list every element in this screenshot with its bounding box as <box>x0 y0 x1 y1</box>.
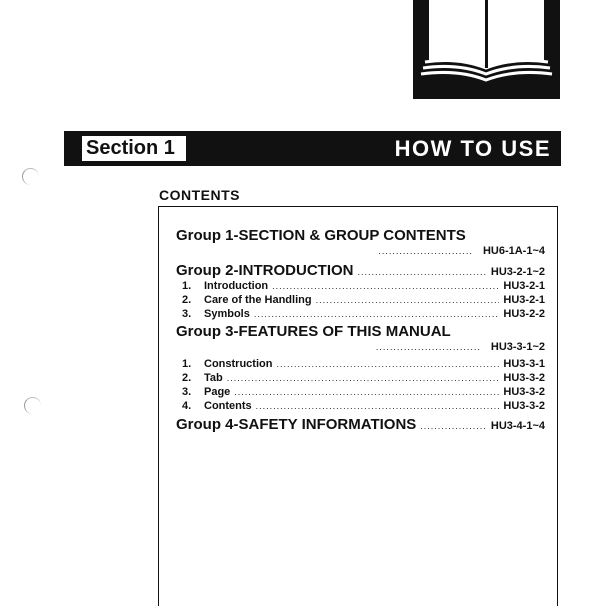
item-page: HU3-2-1 <box>503 294 545 306</box>
item-label: Symbols <box>204 308 250 320</box>
item-number: 3. <box>182 386 192 398</box>
leader-dots <box>227 371 500 385</box>
item-number: 3. <box>182 308 192 320</box>
leader-dots <box>272 279 499 293</box>
leader-dots <box>420 416 487 436</box>
contents-box <box>158 206 558 606</box>
list-item <box>176 307 545 321</box>
item-label: Page <box>204 386 231 398</box>
list-item <box>176 371 545 385</box>
section-banner <box>64 131 561 166</box>
leader-dots <box>316 293 500 307</box>
group-4-page: HU3-4-1~4 <box>490 420 545 432</box>
scan-mark <box>24 397 41 414</box>
scan-mark <box>22 168 39 185</box>
list-item <box>176 357 545 371</box>
item-label: Contents <box>204 400 252 412</box>
list-item <box>176 293 545 307</box>
item-page: HU3-2-2 <box>503 308 545 320</box>
item-page: HU3-2-1 <box>503 280 545 292</box>
section-label: Section 1 <box>82 136 186 161</box>
list-item <box>176 279 545 293</box>
item-page: HU3-3-2 <box>503 372 545 384</box>
item-page: HU3-3-2 <box>503 400 545 412</box>
group-2-row <box>176 261 545 281</box>
list-item <box>176 385 545 399</box>
contents-heading: CONTENTS <box>159 187 240 203</box>
group-3-title: Group 3-FEATURES OF THIS MANUAL <box>176 323 451 340</box>
group-1-page: HU6-1A-1~4 <box>482 245 545 257</box>
leader-dots <box>234 385 499 399</box>
group-4-title: Group 4-SAFETY INFORMATIONS <box>176 416 417 433</box>
leader-dots <box>276 357 499 371</box>
group-2-page: HU3-2-1~2 <box>490 266 545 278</box>
leader-dots <box>254 307 500 321</box>
leader-dots: ........................... <box>378 246 473 256</box>
item-label: Tab <box>204 372 223 384</box>
leader-dots: .............................. <box>375 342 481 352</box>
item-number: 4. <box>182 400 192 412</box>
leader-dots <box>256 399 500 413</box>
item-label: Care of the Handling <box>204 294 312 306</box>
item-page: HU3-3-2 <box>503 386 545 398</box>
item-label: Construction <box>204 358 273 370</box>
list-item <box>176 399 545 413</box>
group-4-row <box>176 415 545 435</box>
open-book-icon <box>413 0 560 99</box>
item-number: 2. <box>182 372 192 384</box>
group-2-title: Group 2-INTRODUCTION <box>176 262 354 279</box>
group-1-page-line <box>176 245 545 257</box>
item-number: 1. <box>182 358 192 370</box>
item-number: 1. <box>182 280 192 292</box>
group-3-page: HU3-3-1~2 <box>490 341 545 353</box>
group-1-title: Group 1-SECTION & GROUP CONTENTS <box>176 227 466 244</box>
item-label: Introduction <box>204 280 269 292</box>
section-title: HOW TO USE <box>394 136 551 161</box>
item-number: 2. <box>182 294 192 306</box>
group-3-page-line <box>176 341 545 353</box>
item-page: HU3-3-1 <box>503 358 545 370</box>
